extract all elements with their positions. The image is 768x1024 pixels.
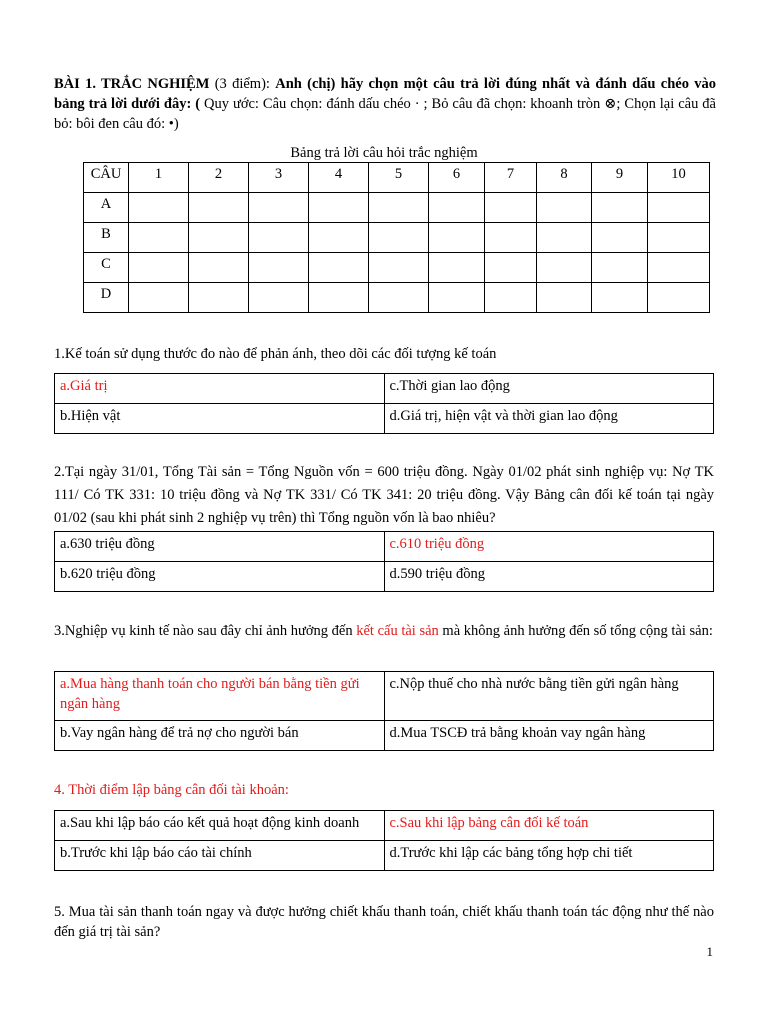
question-3-options xyxy=(54,671,714,751)
answer-cell[interactable] xyxy=(592,223,648,253)
answer-cell[interactable] xyxy=(189,193,249,223)
answer-table-column-header: 7 xyxy=(485,163,537,193)
answer-table-column-header: 3 xyxy=(249,163,309,193)
answer-table-row xyxy=(84,253,710,283)
answer-table-column-header: 4 xyxy=(309,163,369,193)
answer-row-label: C xyxy=(84,253,129,283)
answer-table-row xyxy=(84,223,710,253)
answer-cell[interactable] xyxy=(592,253,648,283)
answer-cell[interactable] xyxy=(648,283,710,313)
answer-cell[interactable] xyxy=(249,253,309,283)
answer-cell[interactable] xyxy=(129,283,189,313)
question-4-option-b[interactable]: b.Trước khi lập báo cáo tài chính xyxy=(55,841,385,871)
exercise-points: (3 điểm): xyxy=(209,76,276,92)
answer-table-row xyxy=(84,283,710,313)
answer-cell[interactable] xyxy=(309,223,369,253)
answer-cell[interactable] xyxy=(249,223,309,253)
question-4-option-c[interactable]: c.Sau khi lập bảng cân đối kế toán xyxy=(384,811,714,841)
answer-row-label: A xyxy=(84,193,129,223)
question-3-option-d[interactable]: d.Mua TSCĐ trả bằng khoản vay ngân hàng xyxy=(384,721,714,751)
answer-cell[interactable] xyxy=(129,223,189,253)
answer-table-column-header: 2 xyxy=(189,163,249,193)
question-1-text: 1.Kế toán sử dụng thước đo nào để phản ánh, theo dõi các đối tượng kế toán xyxy=(54,346,497,362)
answer-cell[interactable] xyxy=(485,223,537,253)
answer-cell[interactable] xyxy=(537,283,592,313)
question-1-option-a[interactable]: a.Giá trị xyxy=(55,374,385,404)
question-1-option-c[interactable]: c.Thời gian lao động xyxy=(384,374,714,404)
page-number: 1 xyxy=(706,944,713,959)
answer-cell[interactable] xyxy=(129,193,189,223)
answer-table-column-header: 5 xyxy=(369,163,429,193)
question-3-option-a[interactable]: a.Mua hàng thanh toán cho người bán bằng tiền gửi ngân hàng xyxy=(55,672,385,721)
answer-cell[interactable] xyxy=(129,253,189,283)
answer-cell[interactable] xyxy=(309,193,369,223)
question-2-option-b[interactable]: b.620 triệu đồng xyxy=(55,562,385,592)
question-2-text: 2.Tại ngày 31/01, Tổng Tài sản = Tổng Nguồn vốn = 600 triệu đồng. Ngày 01/02 phát sinh nghiệp vụ: Nợ TK 111/ Có TK 331: 10 triệu đồng và Nợ TK 331/ Có TK 341: 20 triệu đồng. Vậy Bảng cân đối kế toán tại ngày 01/02 (sau khi phát sinh 2 nghiệp vụ trên) thì Tổng nguồn vốn là bao nhiêu? xyxy=(54,464,714,526)
exercise-instruction: Anh (chị) hãy chọn một câu trả lời đúng nhất và đánh dấu chéo vào bảng trả lời dưới đây: ( xyxy=(54,76,717,112)
question-1-option-d[interactable]: d.Giá trị, hiện vật và thời gian lao động xyxy=(384,404,714,434)
question-4-options xyxy=(54,810,714,871)
answer-table-header-row xyxy=(84,163,710,193)
answer-cell[interactable] xyxy=(249,283,309,313)
question-3-option-c[interactable]: c.Nộp thuế cho nhà nước bằng tiền gửi ngân hàng xyxy=(384,672,714,721)
answer-cell[interactable] xyxy=(537,223,592,253)
answer-cell[interactable] xyxy=(485,193,537,223)
answer-cell[interactable] xyxy=(309,253,369,283)
answer-cell[interactable] xyxy=(309,283,369,313)
answer-cell[interactable] xyxy=(369,193,429,223)
question-3-text: 3.Nghiệp vụ kinh tế nào sau đây chỉ ảnh hưởng đến kết cấu tài sản mà không ảnh hưởng đến số tổng cộng tài sản: xyxy=(54,623,713,639)
question-2-option-c[interactable]: c.610 triệu đồng xyxy=(384,532,714,562)
answer-cell[interactable] xyxy=(485,283,537,313)
answer-cell[interactable] xyxy=(648,253,710,283)
question-4-text: 4. Thời điểm lập bảng cân đối tài khoản: xyxy=(54,782,289,798)
answer-table-header-label: CÂU xyxy=(84,163,129,193)
answer-cell[interactable] xyxy=(429,253,485,283)
answer-table xyxy=(83,162,710,313)
question-3-option-b[interactable]: b.Vay ngân hàng để trả nợ cho người bán xyxy=(55,721,385,751)
answer-row-label: D xyxy=(84,283,129,313)
exercise-heading: BÀI 1. TRẮC NGHIỆM xyxy=(54,76,210,92)
question-4-option-d[interactable]: d.Trước khi lập các bảng tổng hợp chi tiết xyxy=(384,841,714,871)
answer-table-caption: Bảng trả lời câu hỏi trắc nghiệm xyxy=(290,145,478,161)
answer-cell[interactable] xyxy=(537,193,592,223)
answer-table-row xyxy=(84,193,710,223)
answer-cell[interactable] xyxy=(537,253,592,283)
answer-cell[interactable] xyxy=(648,223,710,253)
question-4-option-a[interactable]: a.Sau khi lập báo cáo kết quả hoạt động kinh doanh xyxy=(55,811,385,841)
answer-cell[interactable] xyxy=(189,223,249,253)
answer-cell[interactable] xyxy=(429,193,485,223)
answer-table-column-header: 6 xyxy=(429,163,485,193)
answer-cell[interactable] xyxy=(369,223,429,253)
answer-cell[interactable] xyxy=(189,283,249,313)
answer-table-column-header: 1 xyxy=(129,163,189,193)
answer-cell[interactable] xyxy=(369,253,429,283)
answer-cell[interactable] xyxy=(189,253,249,283)
answer-cell[interactable] xyxy=(592,283,648,313)
exercise-intro xyxy=(54,74,716,134)
question-2-option-a[interactable]: a.630 triệu đồng xyxy=(55,532,385,562)
answer-table-column-header: 10 xyxy=(648,163,710,193)
answer-cell[interactable] xyxy=(648,193,710,223)
answer-cell[interactable] xyxy=(369,283,429,313)
question-1-options xyxy=(54,373,714,434)
answer-cell[interactable] xyxy=(485,253,537,283)
question-3-keyword: kết cấu tài sản xyxy=(356,623,439,639)
answer-cell[interactable] xyxy=(429,223,485,253)
answer-cell[interactable] xyxy=(429,283,485,313)
question-2-option-d[interactable]: d.590 triệu đồng xyxy=(384,562,714,592)
answer-table-column-header: 8 xyxy=(537,163,592,193)
answer-table-column-header: 9 xyxy=(592,163,648,193)
question-2-options xyxy=(54,531,714,592)
question-1-option-b[interactable]: b.Hiện vật xyxy=(55,404,385,434)
answer-convention: Quy ước: Câu chọn: đánh dấu chéo · ; Bỏ câu đã chọn: khoanh tròn ⊗; Chọn lại câu đã bỏ: bôi đen câu đó: •) xyxy=(54,96,716,132)
answer-cell[interactable] xyxy=(592,193,648,223)
question-5-text: 5. Mua tài sản thanh toán ngay và được hưởng chiết khấu thanh toán, chiết khấu thanh toán tác động như thế nào đến giá trị tài sản? xyxy=(54,904,714,940)
answer-cell[interactable] xyxy=(249,193,309,223)
answer-row-label: B xyxy=(84,223,129,253)
